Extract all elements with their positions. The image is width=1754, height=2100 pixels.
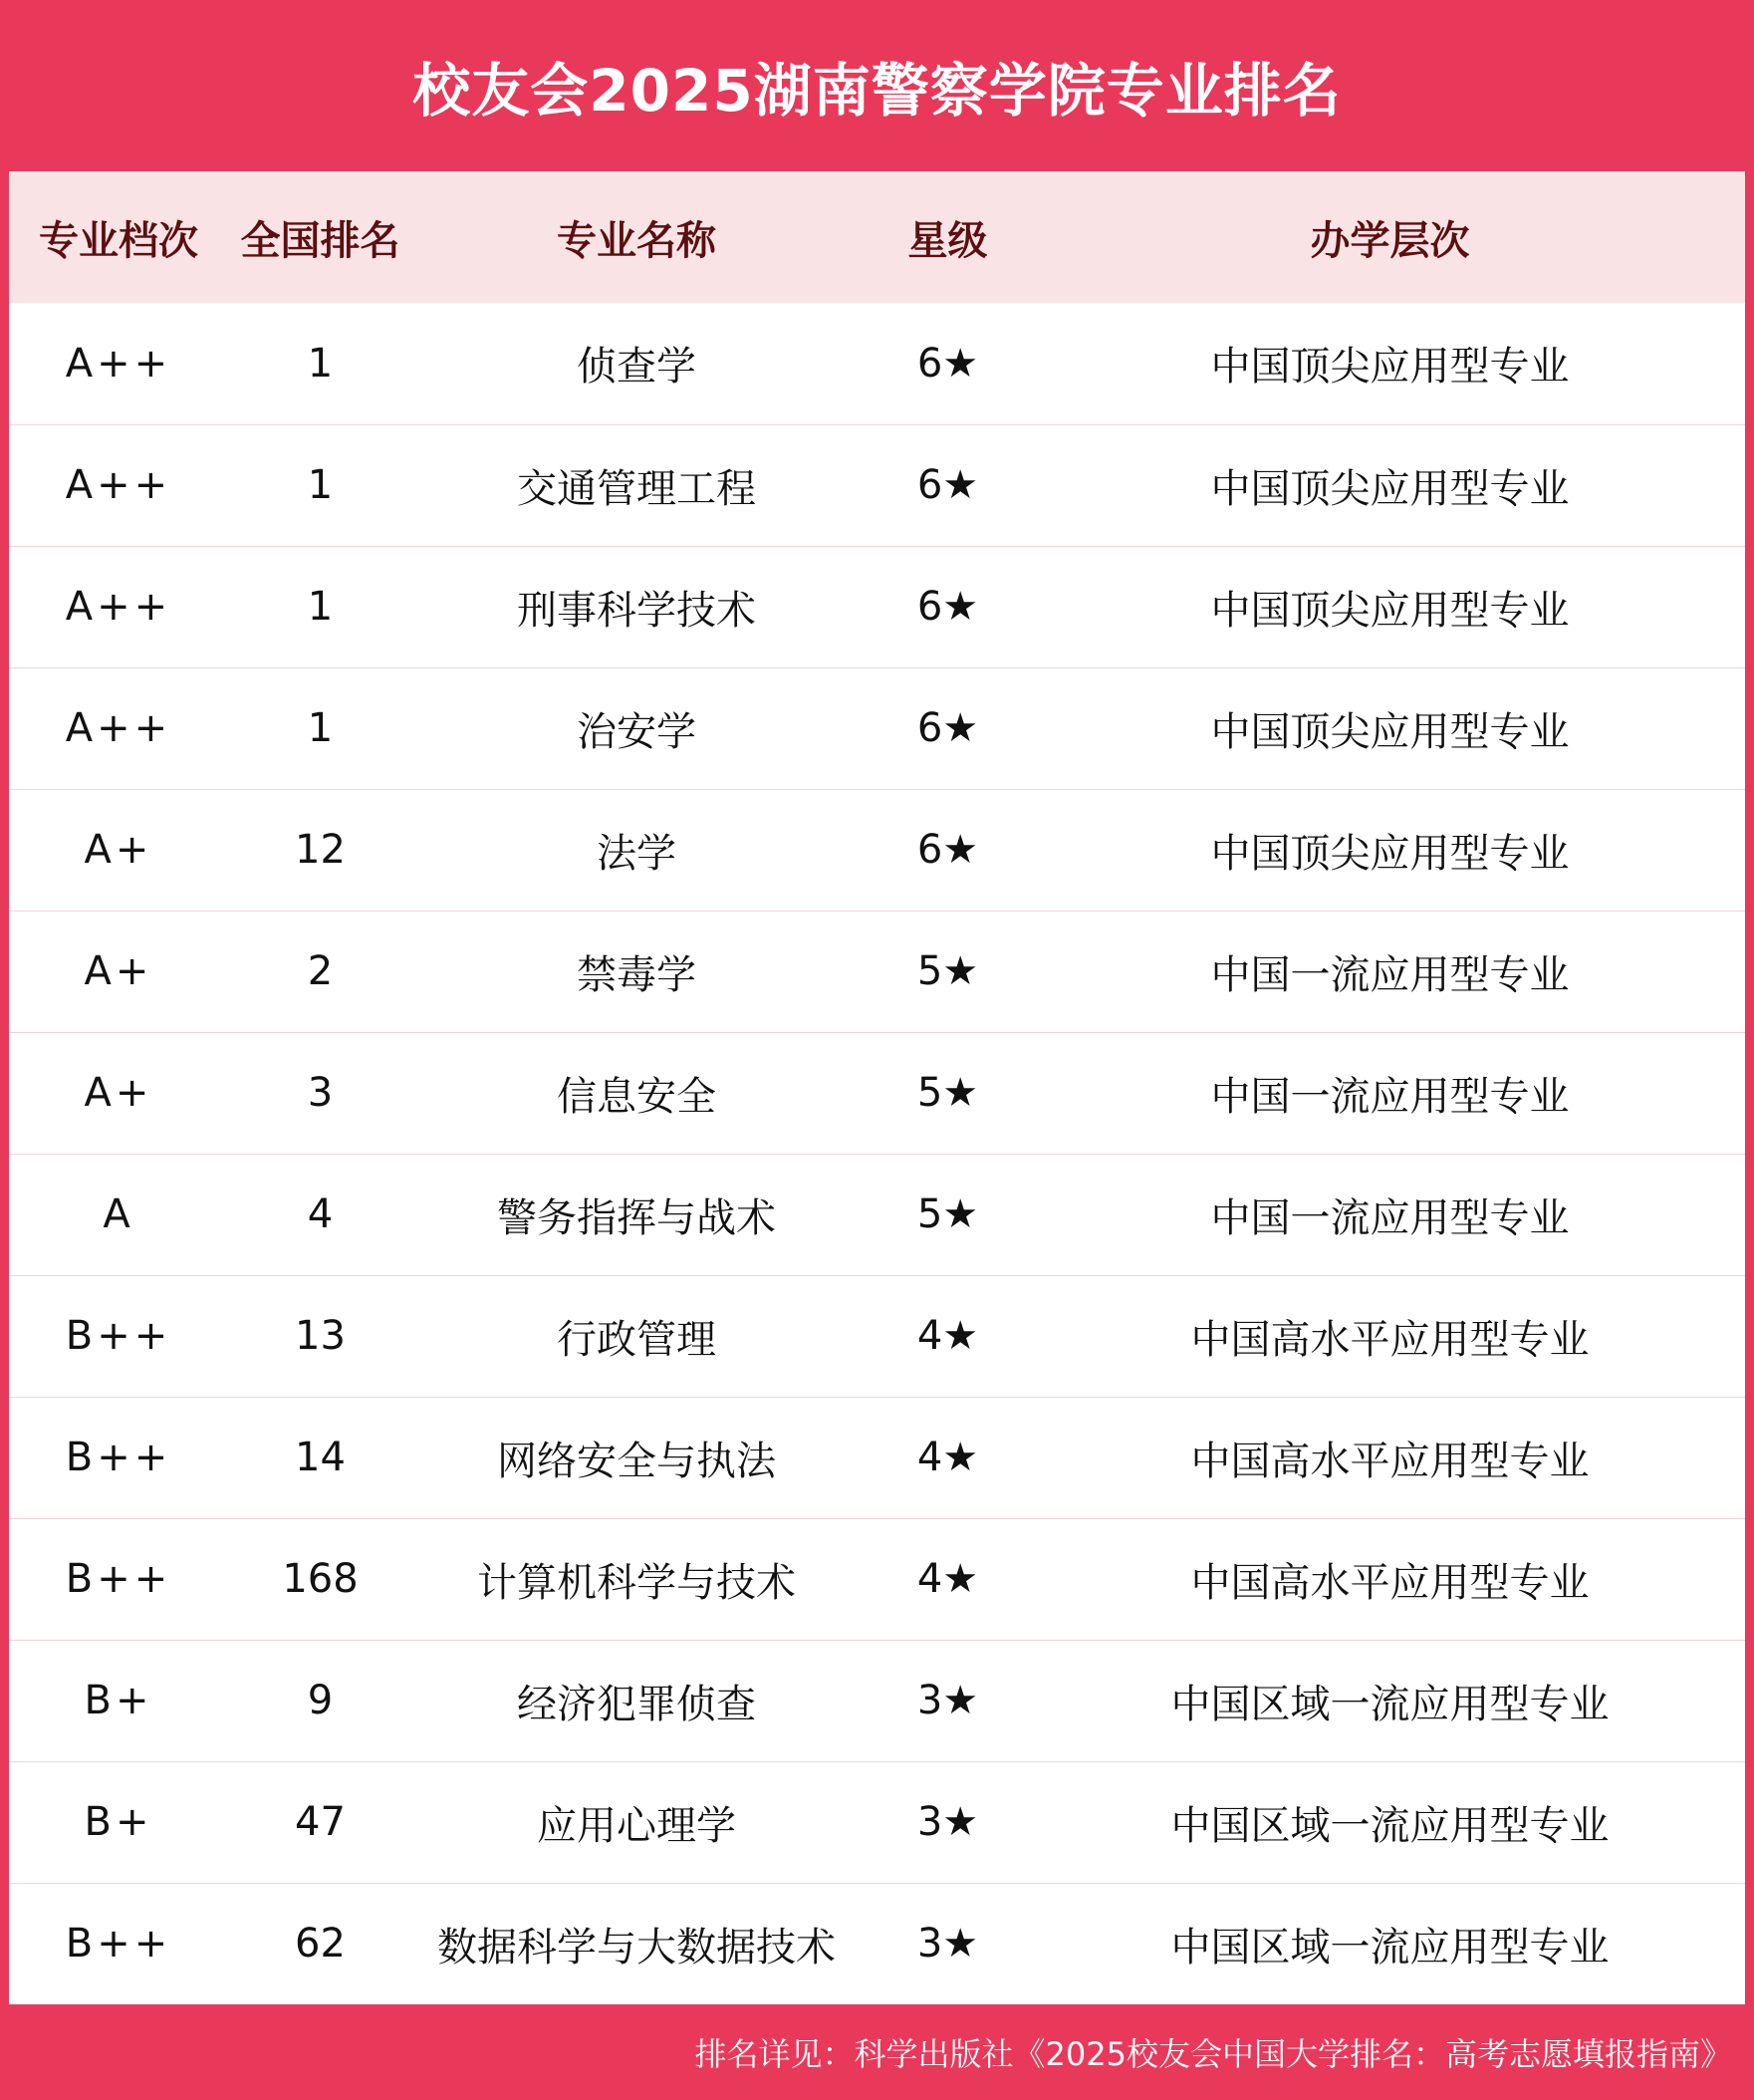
cell-grade: A+ [84,827,153,873]
cell-school-level: 中国高水平应用型专业 [1190,1438,1590,1484]
cell-school-level: 中国顶尖应用型专业 [1210,587,1570,634]
cell-grade: B+ [84,1799,153,1845]
header-grade: 专业档次 [39,217,198,264]
cell-major-name: 经济犯罪侦查 [517,1681,756,1727]
cell-star-level: 5★ [916,1070,979,1116]
header-national-rank: 全国排名 [240,217,400,264]
cell-major-name: 交通管理工程 [517,465,756,512]
cell-star-level: 6★ [916,462,979,508]
cell-star-level: 3★ [916,1678,979,1723]
cell-national-rank: 3 [307,1070,334,1116]
cell-school-level: 中国顶尖应用型专业 [1210,830,1570,877]
cell-star-level: 5★ [916,948,979,994]
cell-school-level: 中国一流应用型专业 [1210,1194,1570,1241]
cell-grade: A++ [65,584,172,630]
table-row [9,1761,1745,1883]
cell-national-rank: 4 [307,1191,334,1237]
cell-major-name: 侦查学 [577,344,696,391]
cell-school-level: 中国顶尖应用型专业 [1210,708,1570,755]
cell-grade: A++ [65,340,172,387]
cell-major-name: 网络安全与执法 [497,1438,776,1484]
cell-national-rank: 14 [295,1435,346,1480]
cell-grade: B++ [65,1435,172,1480]
cell-major-name: 禁毒学 [577,951,696,998]
page-title: 校友会2025湖南警察学院专业排名 [412,57,1342,125]
cell-major-name: 警务指挥与战术 [497,1194,776,1241]
cell-national-rank: 13 [295,1313,346,1359]
cell-star-level: 6★ [916,827,979,873]
header-school-level: 办学层次 [1310,217,1470,264]
cell-star-level: 4★ [916,1313,979,1359]
table-row [9,1397,1745,1518]
cell-grade: B+ [84,1678,153,1723]
cell-school-level: 中国顶尖应用型专业 [1210,344,1570,391]
table-row [9,424,1745,546]
cell-school-level: 中国一流应用型专业 [1210,951,1570,998]
table-row [9,667,1745,789]
cell-major-name: 计算机科学与技术 [477,1559,796,1606]
cell-grade: A++ [65,705,172,751]
table-body [9,303,1745,2004]
cell-grade: A++ [65,462,172,508]
cell-school-level: 中国一流应用型专业 [1210,1073,1570,1120]
cell-major-name: 数据科学与大数据技术 [437,1924,836,1970]
cell-star-level: 6★ [916,584,979,630]
cell-major-name: 信息安全 [557,1073,716,1120]
cell-major-name: 刑事科学技术 [517,587,756,634]
cell-national-rank: 168 [282,1556,359,1602]
table-row [9,1883,1745,2004]
table-row [9,1154,1745,1275]
cell-grade: A [103,1191,134,1237]
cell-national-rank: 1 [307,340,334,387]
cell-star-level: 6★ [916,340,979,387]
table-row [9,1032,1745,1154]
table-row [9,546,1745,667]
cell-major-name: 行政管理 [557,1316,716,1363]
cell-major-name: 治安学 [577,708,696,755]
cell-national-rank: 1 [307,584,334,630]
cell-national-rank: 12 [295,827,346,873]
table-row [9,1275,1745,1397]
cell-national-rank: 2 [307,948,334,994]
cell-school-level: 中国高水平应用型专业 [1190,1559,1590,1606]
table-row [9,911,1745,1032]
cell-star-level: 3★ [916,1921,979,1968]
cell-grade: A+ [84,1070,153,1116]
cell-school-level: 中国区域一流应用型专业 [1170,1681,1610,1727]
cell-grade: B++ [65,1313,172,1359]
cell-grade: B++ [65,1556,172,1602]
cell-school-level: 中国区域一流应用型专业 [1170,1924,1610,1970]
ranking-table [9,171,1745,2004]
table-header-row [9,171,1745,303]
cell-national-rank: 1 [307,705,334,751]
cell-national-rank: 9 [307,1678,334,1723]
table-row [9,789,1745,911]
header-major-name: 专业名称 [557,217,716,264]
cell-school-level: 中国高水平应用型专业 [1190,1316,1590,1363]
source-footnote: 排名详见：科学出版社《2025校友会中国大学排名：高考志愿填报指南》 [694,2035,1732,2073]
ranking-table-container [9,171,1745,2004]
cell-grade: B++ [65,1921,172,1968]
cell-star-level: 3★ [916,1799,979,1845]
table-row [9,303,1745,424]
cell-national-rank: 1 [307,462,334,508]
cell-star-level: 4★ [916,1435,979,1480]
table-row [9,1640,1745,1761]
table-row [9,1518,1745,1640]
cell-star-level: 4★ [916,1556,979,1602]
cell-school-level: 中国顶尖应用型专业 [1210,465,1570,512]
cell-major-name: 应用心理学 [537,1802,736,1849]
cell-grade: A+ [84,948,153,994]
header-star-level: 星级 [907,217,988,264]
cell-national-rank: 62 [295,1921,346,1968]
cell-school-level: 中国区域一流应用型专业 [1170,1802,1610,1849]
cell-national-rank: 47 [295,1799,346,1845]
cell-major-name: 法学 [597,830,676,877]
cell-star-level: 6★ [916,705,979,751]
cell-star-level: 5★ [916,1191,979,1237]
